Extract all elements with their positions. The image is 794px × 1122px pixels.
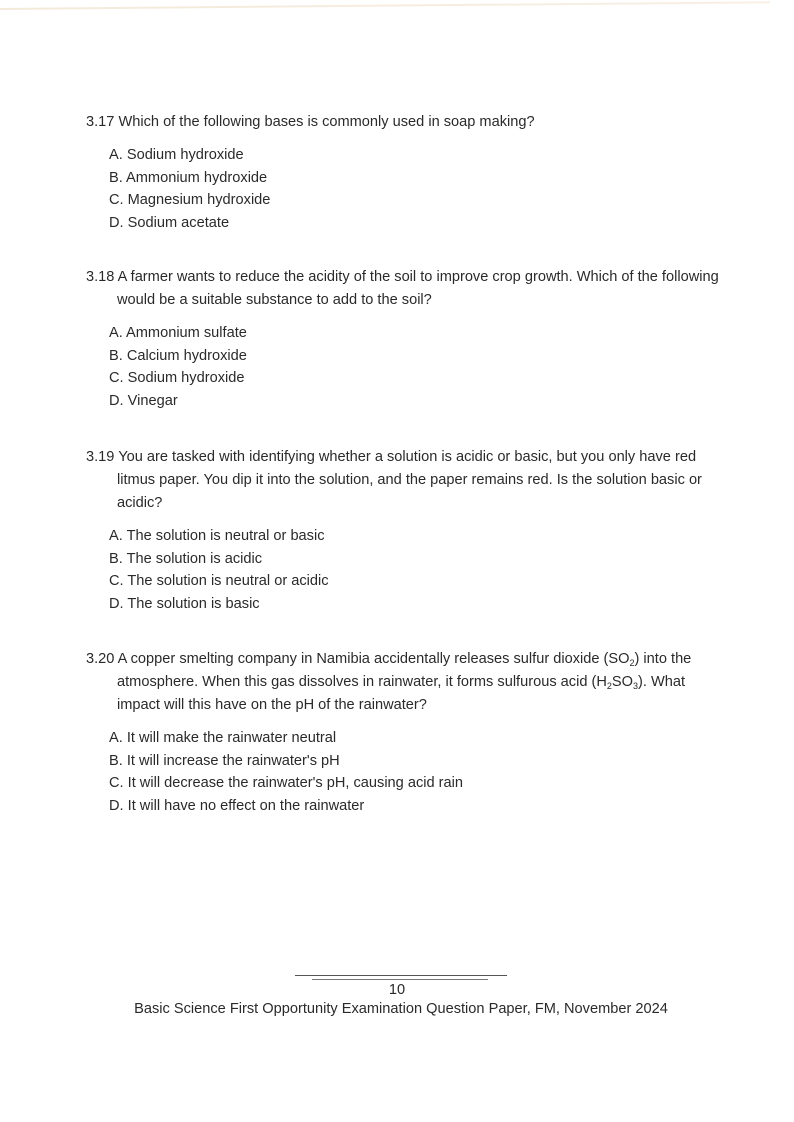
stem-text-part: ). What impact will this have on the pH of the rainwater? xyxy=(117,674,686,713)
question-number: 3.20 xyxy=(86,651,115,667)
option-d: D. Vinegar xyxy=(109,392,178,409)
page-number: 10 xyxy=(388,982,406,998)
option-d: D. The solution is basic xyxy=(109,595,260,612)
option-a: A. Ammonium sulfate xyxy=(109,325,247,341)
option-d: D. Sodium acetate xyxy=(109,214,230,231)
option-c: C. Sodium hydroxide xyxy=(109,370,245,386)
question-text: Which of the following bases is commonly used in soap making? xyxy=(118,114,535,130)
question-stem xyxy=(86,648,726,717)
option-c: C. Magnesium hydroxide xyxy=(109,192,271,208)
option-a: A. The solution is neutral or basic xyxy=(109,528,325,544)
question-number: 3.19 xyxy=(86,449,115,465)
option-b: B. The solution is acidic xyxy=(109,550,263,567)
question-text: You are tasked with identifying whether a solution is acidic or basic, but you only have red litmus paper. You dip it into the solution, and the paper remains red. Is the solution basic or acidic? xyxy=(117,449,702,511)
question-3-19 xyxy=(86,446,726,615)
option-b: B. Calcium hydroxide xyxy=(109,347,247,364)
option-b: B. It will increase the rainwater's pH xyxy=(109,752,340,769)
option-c: C. The solution is neutral or acidic xyxy=(109,573,329,589)
options-list xyxy=(109,525,726,615)
question-number: 3.17 xyxy=(86,114,115,130)
question-stem xyxy=(86,111,726,134)
stem-text-part: A copper smelting company in Namibia accidentally releases sulfur dioxide (SO xyxy=(117,651,630,667)
stem-text-part: ) into the atmosphere. When this gas dissolves in rainwater, it forms sulfurous acid (H xyxy=(117,651,692,690)
stem-text-part: SO xyxy=(611,674,634,690)
question-3-20 xyxy=(86,648,726,817)
scan-artifact-line xyxy=(0,1,770,10)
options-list xyxy=(109,322,726,412)
option-a: A. It will make the rainwater neutral xyxy=(109,730,337,746)
option-a: A. Sodium hydroxide xyxy=(109,147,244,163)
footer-text: Basic Science First Opportunity Examination Question Paper, FM, November 2024 xyxy=(134,1001,668,1017)
option-d: D. It will have no effect on the rainwater xyxy=(109,797,365,814)
subscript: 3 xyxy=(633,681,639,691)
question-3-18 xyxy=(86,266,726,412)
question-text: A farmer wants to reduce the acidity of the soil to improve crop growth. Which of the following would be a suitable substance to add to the soil? xyxy=(117,269,719,308)
option-c: C. It will decrease the rainwater's pH, causing acid rain xyxy=(109,775,464,791)
footer-divider-secondary xyxy=(312,979,488,980)
question-text xyxy=(117,651,691,713)
question-stem xyxy=(86,266,726,312)
subscript: 2 xyxy=(606,681,612,691)
options-list xyxy=(109,727,726,817)
question-stem xyxy=(86,446,726,515)
option-b: B. Ammonium hydroxide xyxy=(109,169,268,186)
footer-divider xyxy=(295,975,507,976)
question-number: 3.18 xyxy=(86,269,115,285)
options-list xyxy=(109,144,726,234)
subscript: 2 xyxy=(629,658,635,668)
question-3-17 xyxy=(86,111,726,234)
